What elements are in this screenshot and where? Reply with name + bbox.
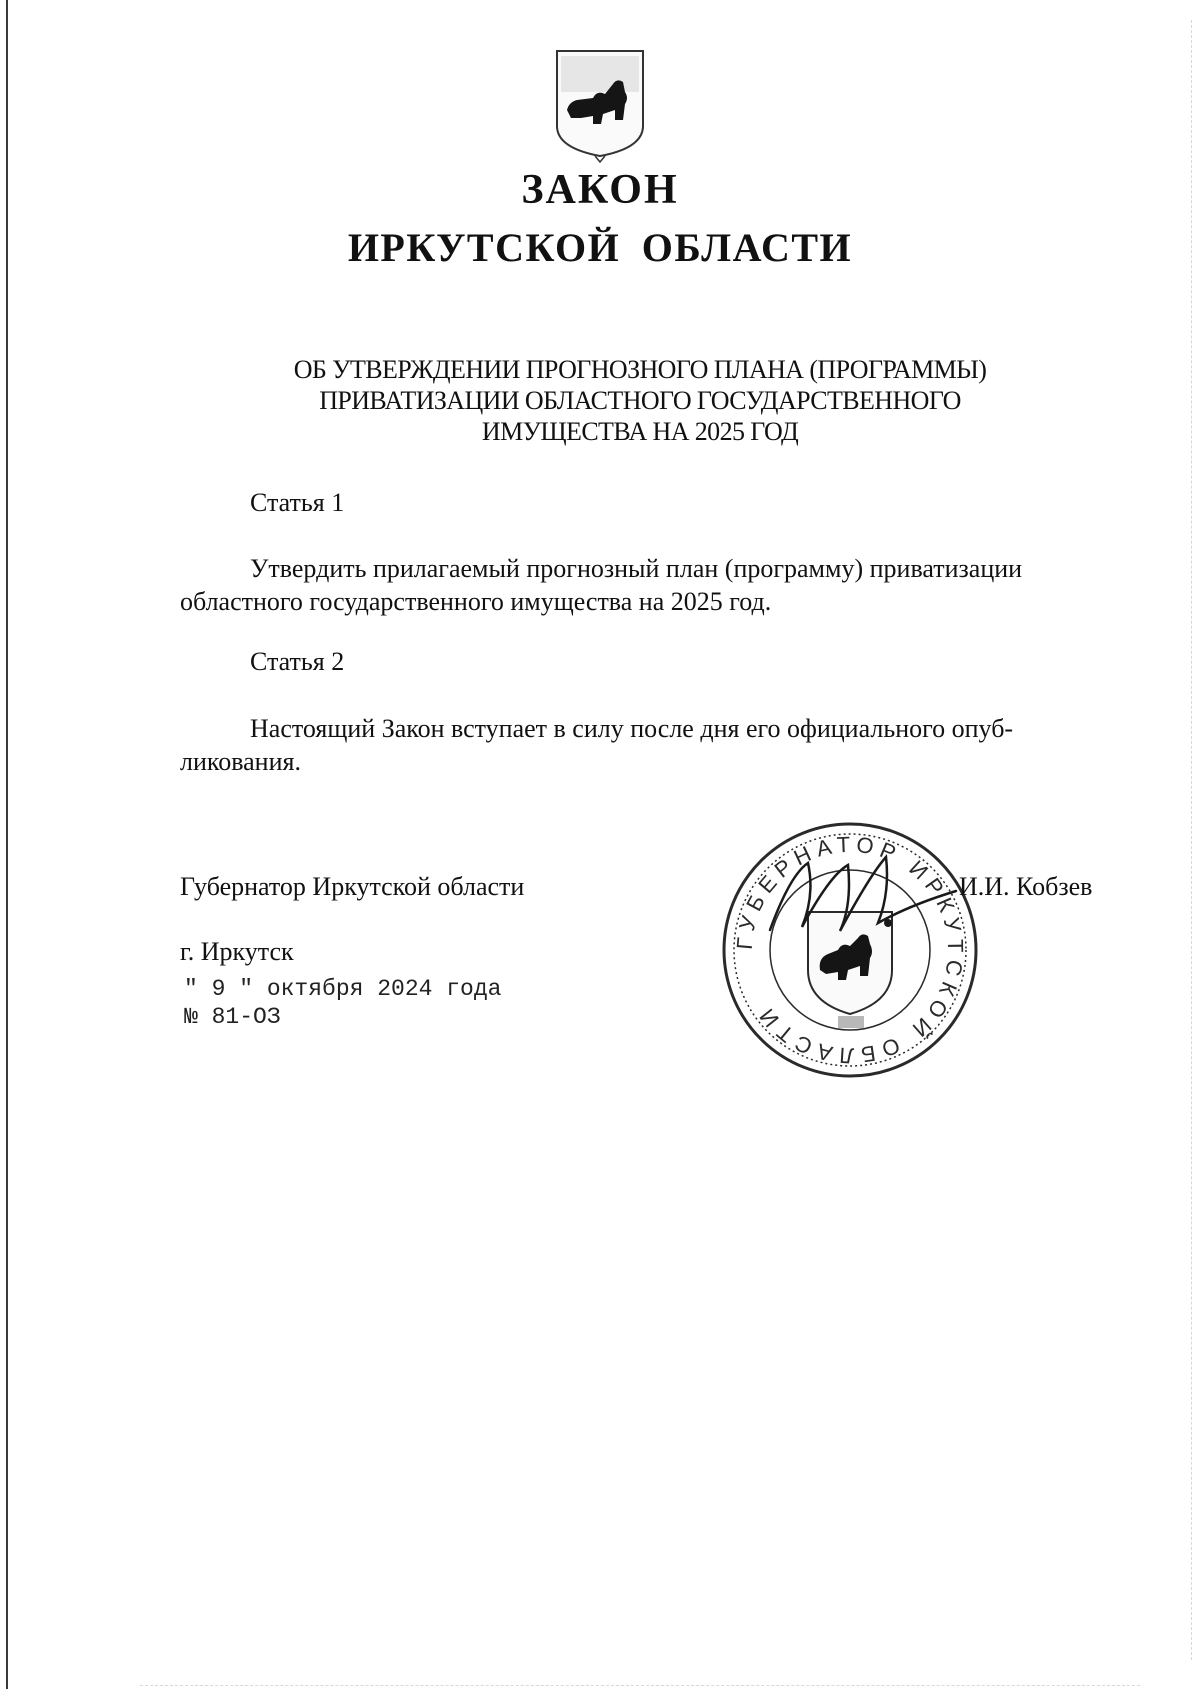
coat-of-arms-icon (553, 48, 647, 163)
article-1-heading: Статья 1 (250, 488, 345, 517)
paragraph-line: Утвердить прилагаемый прогнозный план (программу) приватизации (250, 554, 1023, 583)
subject-line: ПРИВАТИЗАЦИИ ОБЛАСТНОГО ГОСУДАРСТВЕННОГО (319, 386, 961, 415)
law-title: ЗАКОН (521, 167, 679, 213)
signing-date: " 9 " октября 2024 года (184, 976, 502, 1002)
subject-line: ОБ УТВЕРЖДЕНИИ ПРОГНОЗНОГО ПЛАНА (ПРОГРАММЫ) (293, 355, 987, 384)
scan-bottom-edge (140, 1684, 1140, 1686)
signatory-name: И.И. Кобзев (959, 872, 1093, 901)
law-subject (180, 354, 1100, 447)
signing-city: г. Иркутск (180, 937, 294, 966)
seal-text: ГУБЕРНАТОР ИРКУТСКОЙ ОБЛАСТИ (731, 831, 969, 1069)
article-1-text (180, 552, 1084, 618)
paragraph-line: ликования. (180, 747, 301, 776)
paragraph-line: Настоящий Закон вступает в силу после дня его официального опуб- (250, 714, 1014, 743)
paragraph-line: областного государственного имущества на 2025 год. (180, 587, 772, 616)
handwritten-signature (760, 835, 960, 955)
article-2-heading: Статья 2 (250, 647, 345, 676)
signatory-position: Губернатор Иркутской области (180, 872, 525, 901)
subject-line: ИМУЩЕСТВА НА 2025 ГОД (481, 417, 799, 446)
law-region-title: ИРКУТСКОЙ ОБЛАСТИ (347, 225, 853, 270)
article-2-text (180, 712, 1084, 778)
law-number: № 81-ОЗ (184, 1004, 281, 1030)
